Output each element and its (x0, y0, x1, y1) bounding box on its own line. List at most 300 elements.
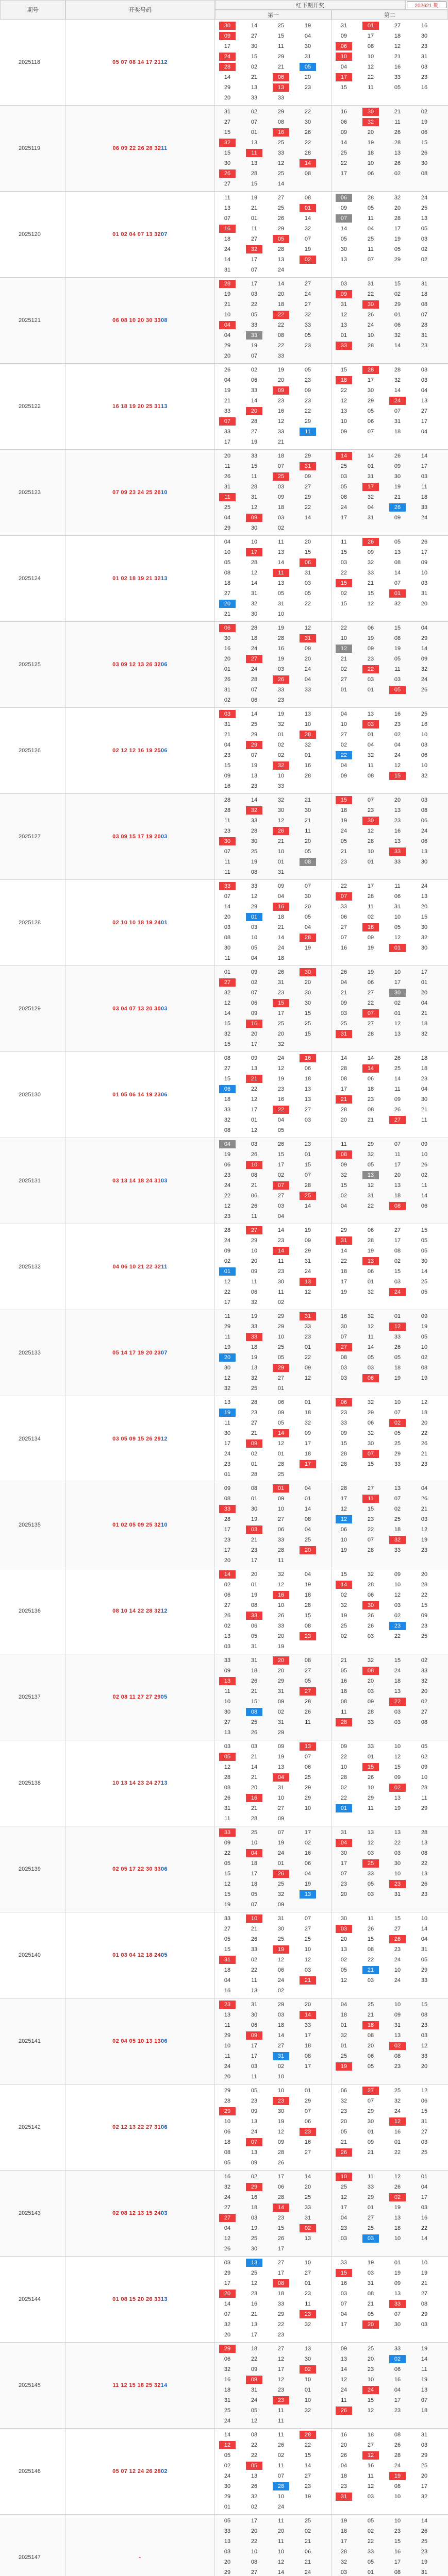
grid-cell: 18 (367, 1086, 374, 1092)
grid-cell: 23 (304, 84, 311, 91)
grid-cell: 22 (251, 1967, 258, 1973)
grid-cell: 31 (367, 473, 374, 480)
grid-cell: 17 (251, 281, 258, 287)
grid-cell: 15 (394, 1657, 401, 1664)
grid-cell: 28 (251, 484, 258, 490)
grid-cell: 31 (277, 1916, 285, 1922)
grid-cell: 19 (340, 1289, 347, 1295)
grid-cell: 03 (224, 1643, 231, 1650)
table-row (0, 966, 448, 1052)
grid-cell: 19 (224, 1902, 231, 1908)
grid-cell: 21 (251, 1926, 258, 1932)
grid-cell: 08 (304, 1657, 311, 1664)
grid-cell: 02 (421, 246, 428, 252)
grid-cell: 02 (367, 914, 374, 920)
grid-cell: 06 (224, 2356, 231, 2362)
grid-cell: 20 (421, 1571, 428, 1578)
draw-numbers (65, 2171, 215, 2256)
grid-cell: 28 (340, 1065, 347, 1072)
grid-cell: 02 (389, 2042, 406, 2050)
grid-cell: 11 (251, 2074, 257, 2080)
grid-cell: 27 (300, 1687, 316, 1696)
grid-cell: 10 (224, 2043, 231, 2049)
grid-cell: 13 (251, 1988, 258, 1994)
grid-cell: 12 (304, 1957, 311, 1963)
grid-cell: 18 (362, 2021, 379, 2029)
grid-cell: 33 (336, 342, 352, 350)
grid-cell: 07 (340, 1334, 347, 1340)
grid-cell: 01 (367, 859, 374, 865)
grid-cell: 28 (219, 63, 236, 71)
grid-cell: 11 (341, 2397, 347, 2403)
grid-cell: 17 (367, 377, 374, 383)
grid-cell: 13 (224, 2012, 231, 2018)
grid-cell: 23 (277, 2387, 285, 2393)
grid-cell: 20 (367, 1678, 374, 1684)
grid-cell: 01 (421, 979, 428, 986)
draw-blue-number: 13 (160, 1780, 168, 1786)
grid-cell: 19 (367, 140, 374, 146)
grid-cell: 11 (278, 2432, 284, 2438)
grid-cell: 30 (367, 387, 374, 394)
grid-cell: 26 (277, 2235, 285, 2242)
grid-cell: 30 (224, 945, 231, 951)
grid-cell: 30 (277, 2108, 285, 2114)
grid-cell: 28 (251, 418, 258, 425)
grid-cell: 25 (362, 1859, 379, 1868)
grid-cell: 30 (362, 817, 379, 825)
grid-cell: 25 (367, 236, 374, 242)
grid-cell: 06 (421, 129, 428, 135)
grid-cell: 16 (362, 923, 379, 931)
table-row (0, 1740, 448, 1826)
grid-cell: 25 (224, 2408, 231, 2414)
grid-cell: 32 (273, 761, 289, 770)
grid-cell: 19 (304, 246, 311, 252)
grid-cell: 21 (251, 74, 258, 80)
grid-cell: 31 (421, 590, 428, 597)
grid-cell: 32 (394, 195, 401, 201)
grid-cell: 17 (421, 463, 428, 469)
grid-cell: 12 (367, 64, 374, 70)
draw-red-numbers: 06 08 10 20 30 33 (112, 317, 161, 324)
grid-cell: 18 (224, 236, 231, 242)
grid-cell: 15 (367, 2397, 374, 2403)
grid-cell: 26 (340, 2452, 347, 2459)
grid-cell: 26 (251, 1678, 258, 1684)
grid-cell: 03 (336, 1925, 352, 1933)
grid-cell: 26 (394, 1107, 401, 1113)
grid-cell: 21 (304, 2559, 311, 2565)
grid-cell: 31 (421, 54, 428, 60)
grid-cell: 03 (219, 710, 236, 718)
grid-cell: 06 (251, 1623, 258, 1629)
grid-cell: 30 (340, 1850, 347, 1856)
grid-cell: 25 (340, 2184, 347, 2190)
grid-cell: 02 (277, 1709, 285, 1715)
grid-cell: 14 (251, 1764, 258, 1770)
grid-cell: 29 (277, 1730, 285, 1736)
grid-cell: 26 (277, 1613, 285, 1619)
grid-cell: 27 (277, 2043, 285, 2049)
draw-red-numbers: 02 12 12 16 19 25 (112, 748, 161, 754)
grid-cell: 05 (394, 84, 401, 91)
grid-cell: 19 (251, 2225, 258, 2231)
number-grid (215, 2515, 448, 2576)
draw-red-numbers: 05 07 08 14 17 21 (112, 59, 161, 65)
grid-cell: 07 (336, 214, 352, 223)
grid-cell: 33 (277, 1537, 285, 1543)
grid-cell: 08 (251, 869, 258, 875)
group-divider (331, 20, 332, 105)
grid-cell: 11 (219, 493, 236, 501)
grid-cell: 19 (277, 625, 285, 631)
grid-cell: 02 (224, 1258, 231, 1264)
grid-cell: 04 (273, 1773, 289, 1782)
grid-cell: 19 (340, 818, 347, 824)
grid-cell: 13 (251, 84, 258, 91)
grid-cell: 10 (277, 849, 285, 855)
grid-cell: 13 (224, 1399, 231, 1405)
grid-cell: 29 (367, 2108, 374, 2114)
grid-cell: 04 (340, 1203, 347, 1209)
draw-blue-number: 06 (160, 748, 168, 754)
grid-cell: 28 (362, 366, 379, 374)
grid-cell: 28 (367, 1709, 374, 1715)
grid-cell: 22 (277, 343, 285, 349)
grid-cell: 14 (251, 23, 258, 29)
grid-cell: 21 (246, 1075, 262, 1083)
grid-cell: 11 (224, 955, 230, 961)
grid-cell: 29 (421, 1805, 428, 1811)
grid-cell: 04 (340, 2215, 347, 2221)
issue-select[interactable] (405, 0, 448, 10)
grid-cell: 04 (340, 711, 347, 717)
grid-cell: 03 (421, 2205, 428, 2211)
grid-cell: 18 (394, 33, 401, 39)
grid-cell: 14 (277, 2569, 285, 2575)
grid-cell: 26 (394, 453, 401, 459)
grid-cell: 19 (304, 1227, 311, 1233)
grid-cell: 08 (421, 1719, 428, 1725)
grid-cell: 06 (277, 1399, 285, 1405)
grid-cell: 13 (394, 838, 401, 844)
grid-cell: 06 (394, 322, 401, 328)
grid-cell: 27 (251, 33, 258, 39)
grid-cell: 26 (277, 969, 285, 975)
grid-cell: 23 (224, 1213, 231, 1219)
grid-cell: 12 (277, 2129, 285, 2135)
grid-cell: 12 (389, 2117, 406, 2126)
grid-cell: 31 (394, 904, 401, 910)
grid-cell: 02 (277, 2063, 285, 2070)
grid-cell: 28 (219, 280, 236, 288)
number-grid (215, 1740, 448, 1826)
grid-cell: 07 (394, 1496, 401, 1502)
grid-cell: 28 (251, 171, 258, 177)
grid-cell: 26 (394, 1055, 401, 1061)
grid-cell: 32 (340, 2559, 347, 2565)
grid-cell: 02 (277, 742, 285, 748)
grid-cell: 09 (394, 463, 401, 469)
grid-cell: 06 (304, 2549, 311, 2555)
grid-cell: 21 (277, 838, 285, 844)
header-next-draw: 红下期开奖 (215, 0, 405, 10)
grid-cell: 12 (421, 2043, 428, 2049)
draw-red-numbers: 01 05 06 14 19 23 (112, 1092, 161, 1098)
grid-cell: 04 (421, 429, 428, 435)
grid-cell: 17 (421, 969, 428, 975)
draw-red-numbers: 03 09 15 17 19 20 (112, 834, 161, 840)
grid-cell: 28 (224, 2098, 231, 2104)
grid-cell: 05 (367, 205, 374, 211)
grid-cell: 05 (421, 226, 428, 232)
table-row (0, 622, 448, 708)
grid-cell: 25 (251, 2270, 258, 2276)
grid-cell: 25 (304, 1936, 311, 1942)
grid-cell: 19 (277, 1643, 285, 1650)
draw-numbers (65, 1138, 215, 1224)
grid-cell: 32 (219, 139, 236, 147)
grid-cell: 31 (251, 2387, 258, 2393)
draw-blue-number: 13 (160, 403, 168, 410)
grid-cell: 02 (300, 2365, 316, 2374)
grid-cell: 13 (277, 1764, 285, 1770)
grid-cell: 07 (251, 990, 258, 996)
grid-cell: 27 (304, 2270, 311, 2276)
issue-number: 2025141 (0, 1998, 65, 2084)
grid-cell: 08 (304, 195, 311, 201)
grid-cell: 07 (394, 2311, 401, 2317)
grid-cell: 19 (251, 343, 258, 349)
grid-cell: 18 (340, 2012, 347, 2018)
grid-cell: 03 (421, 1516, 428, 1522)
grid-cell: 19 (304, 945, 311, 951)
grid-cell: 09 (367, 1699, 374, 1705)
grid-cell: 20 (277, 2528, 285, 2534)
grid-cell: 29 (421, 635, 428, 641)
grid-cell: 32 (367, 752, 374, 758)
grid-cell: 26 (224, 473, 231, 480)
grid-cell: 09 (224, 1485, 231, 1492)
grid-cell: 27 (304, 1926, 311, 1932)
draw-numbers (65, 1052, 215, 1138)
draw-red-numbers: 05 07 12 24 26 28 (112, 2468, 161, 2475)
grid-cell: 15 (277, 1151, 285, 1158)
grid-cell: 19 (251, 1313, 258, 1319)
grid-cell: 20 (340, 2119, 347, 2125)
grid-cell: 29 (367, 1410, 374, 1416)
grid-cell: 15 (304, 1613, 311, 1619)
grid-cell: 32 (304, 1420, 311, 1426)
grid-cell: 30 (304, 1000, 311, 1006)
grid-cell: 11 (224, 2022, 230, 2028)
grid-cell: 18 (277, 301, 285, 308)
grid-cell: 10 (421, 1774, 428, 1781)
grid-cell: 26 (340, 969, 347, 975)
grid-cell: 11 (421, 2366, 427, 2372)
grid-cell: 24 (277, 267, 285, 273)
grid-cell: 08 (251, 1172, 258, 1178)
grid-cell: 12 (394, 762, 401, 769)
grid-cell: 25 (421, 2463, 428, 2469)
grid-cell: 11 (224, 869, 230, 875)
grid-cell: 11 (278, 2408, 284, 2414)
grid-cell: 07 (251, 119, 258, 125)
group-divider (331, 192, 332, 277)
grid-cell: 09 (340, 33, 347, 39)
grid-cell: 28 (367, 1238, 374, 1244)
grid-cell: 10 (336, 2173, 352, 2181)
grid-cell: 09 (277, 1902, 285, 1908)
grid-cell: 16 (251, 2194, 258, 2200)
grid-cell: 06 (367, 1268, 374, 1275)
table-row (0, 1568, 448, 1654)
grid-cell: 07 (362, 1009, 379, 1018)
grid-cell: 02 (224, 1582, 231, 1588)
grid-cell: 03 (340, 2235, 347, 2242)
grid-cell: 25 (277, 1881, 285, 1887)
grid-cell: 14 (273, 1247, 289, 1255)
grid-cell: 21 (300, 1976, 316, 1985)
grid-cell: 12 (251, 504, 258, 511)
grid-cell: 32 (421, 1031, 428, 1037)
grid-cell: 32 (224, 2366, 231, 2372)
grid-cell: 14 (421, 2356, 428, 2362)
grid-cell: 12 (251, 2418, 258, 2424)
grid-cell: 03 (251, 291, 258, 297)
grid-cell: 28 (304, 1699, 311, 1705)
table-row (0, 536, 448, 622)
grid-cell: 33 (277, 95, 285, 101)
grid-cell: 15 (367, 590, 374, 597)
grid-cell: 19 (367, 969, 374, 975)
grid-cell: 13 (251, 2149, 258, 2156)
grid-cell: 21 (394, 109, 401, 115)
grid-cell: 01 (367, 463, 374, 469)
grid-cell: 04 (421, 2184, 428, 2190)
grid-cell: 20 (224, 2074, 231, 2080)
grid-cell: 31 (224, 1805, 231, 1811)
grid-cell: 23 (277, 990, 285, 996)
grid-cell: 28 (367, 893, 374, 900)
grid-cell: 01 (394, 1010, 401, 1016)
grid-cell: 30 (340, 1324, 347, 1330)
group-divider (331, 2257, 332, 2342)
grid-cell: 14 (300, 159, 316, 167)
grid-cell: 01 (304, 2088, 311, 2094)
grid-cell: 15 (224, 150, 231, 156)
grid-cell: 33 (251, 387, 258, 394)
grid-cell: 33 (394, 2346, 401, 2352)
number-grid (215, 106, 448, 191)
grid-cell: 27 (224, 2205, 231, 2211)
grid-cell: 05 (394, 539, 401, 545)
grid-cell: 33 (224, 408, 231, 414)
grid-cell: 23 (340, 1881, 347, 1887)
grid-cell: 04 (219, 1140, 236, 1148)
grid-cell: 27 (277, 1516, 285, 1522)
grid-cell: 18 (277, 453, 285, 459)
grid-cell: 24 (421, 883, 428, 889)
grid-cell: 23 (421, 1461, 428, 1467)
grid-cell: 19 (251, 1516, 258, 1522)
grid-cell: 23 (224, 828, 231, 834)
grid-cell: 14 (421, 2235, 428, 2242)
grid-cell: 08 (224, 570, 231, 576)
grid-cell: 31 (367, 1193, 374, 1199)
grid-cell: 27 (389, 1116, 406, 1124)
issue-select-value[interactable]: 202621 期 (407, 2, 446, 8)
grid-cell: 02 (277, 525, 285, 531)
grid-cell: 19 (304, 23, 311, 29)
grid-cell: 04 (277, 893, 285, 900)
grid-cell: 05 (367, 1354, 374, 1361)
grid-cell: 15 (394, 2538, 401, 2545)
draw-numbers (65, 364, 215, 449)
grid-cell: 06 (421, 752, 428, 758)
grid-cell: 01 (277, 1451, 285, 1457)
grid-cell: 19 (367, 945, 374, 951)
grid-cell: 13 (300, 1890, 316, 1899)
grid-cell: 23 (394, 2408, 401, 2414)
grid-cell: 23 (367, 807, 374, 814)
grid-cell: 14 (336, 452, 352, 460)
grid-cell: 18 (394, 2225, 401, 2231)
grid-cell: 30 (421, 33, 428, 39)
grid-cell: 08 (362, 1667, 379, 1675)
grid-cell: 08 (421, 301, 428, 308)
grid-cell: 13 (362, 1257, 379, 1265)
grid-cell: 01 (336, 1804, 352, 1812)
grid-cell: 14 (304, 2174, 311, 2180)
grid-cell: 16 (277, 1096, 285, 1103)
grid-cell: 17 (251, 1107, 258, 1113)
grid-cell: 33 (367, 2184, 374, 2190)
grid-cell: 10 (277, 2549, 285, 2555)
grid-cell: 15 (421, 140, 428, 146)
grid-cell: 08 (277, 119, 285, 125)
grid-cell: 18 (336, 376, 352, 384)
grid-cell: 11 (394, 1086, 401, 1092)
grid-cell: 11 (224, 859, 230, 865)
grid-cell: 14 (394, 1076, 401, 1082)
grid-cell: 32 (367, 1571, 374, 1578)
grid-cell: 05 (304, 849, 311, 855)
table-row (0, 2429, 448, 2515)
grid-cell: 19 (251, 439, 258, 445)
grid-cell: 26 (251, 1730, 258, 1736)
grid-cell: 26 (367, 1613, 374, 1619)
grid-cell: 16 (304, 1850, 311, 1856)
grid-cell: 04 (219, 321, 236, 329)
grid-cell: 16 (277, 646, 285, 652)
grid-cell: 01 (340, 687, 347, 693)
grid-cell: 30 (219, 837, 236, 845)
grid-cell: 33 (277, 687, 285, 693)
grid-cell: 28 (224, 1774, 231, 1781)
grid-cell: 01 (246, 913, 262, 921)
grid-cell: 16 (394, 2549, 401, 2555)
grid-cell: 31 (340, 23, 347, 29)
grid-cell: 13 (394, 1688, 401, 1694)
grid-cell: 08 (389, 1202, 406, 1210)
grid-cell: 05 (273, 235, 289, 243)
grid-cell: 30 (304, 43, 311, 49)
grid-cell: 08 (340, 1354, 347, 1361)
grid-cell: 12 (389, 1323, 406, 1331)
grid-cell: 31 (367, 515, 374, 521)
